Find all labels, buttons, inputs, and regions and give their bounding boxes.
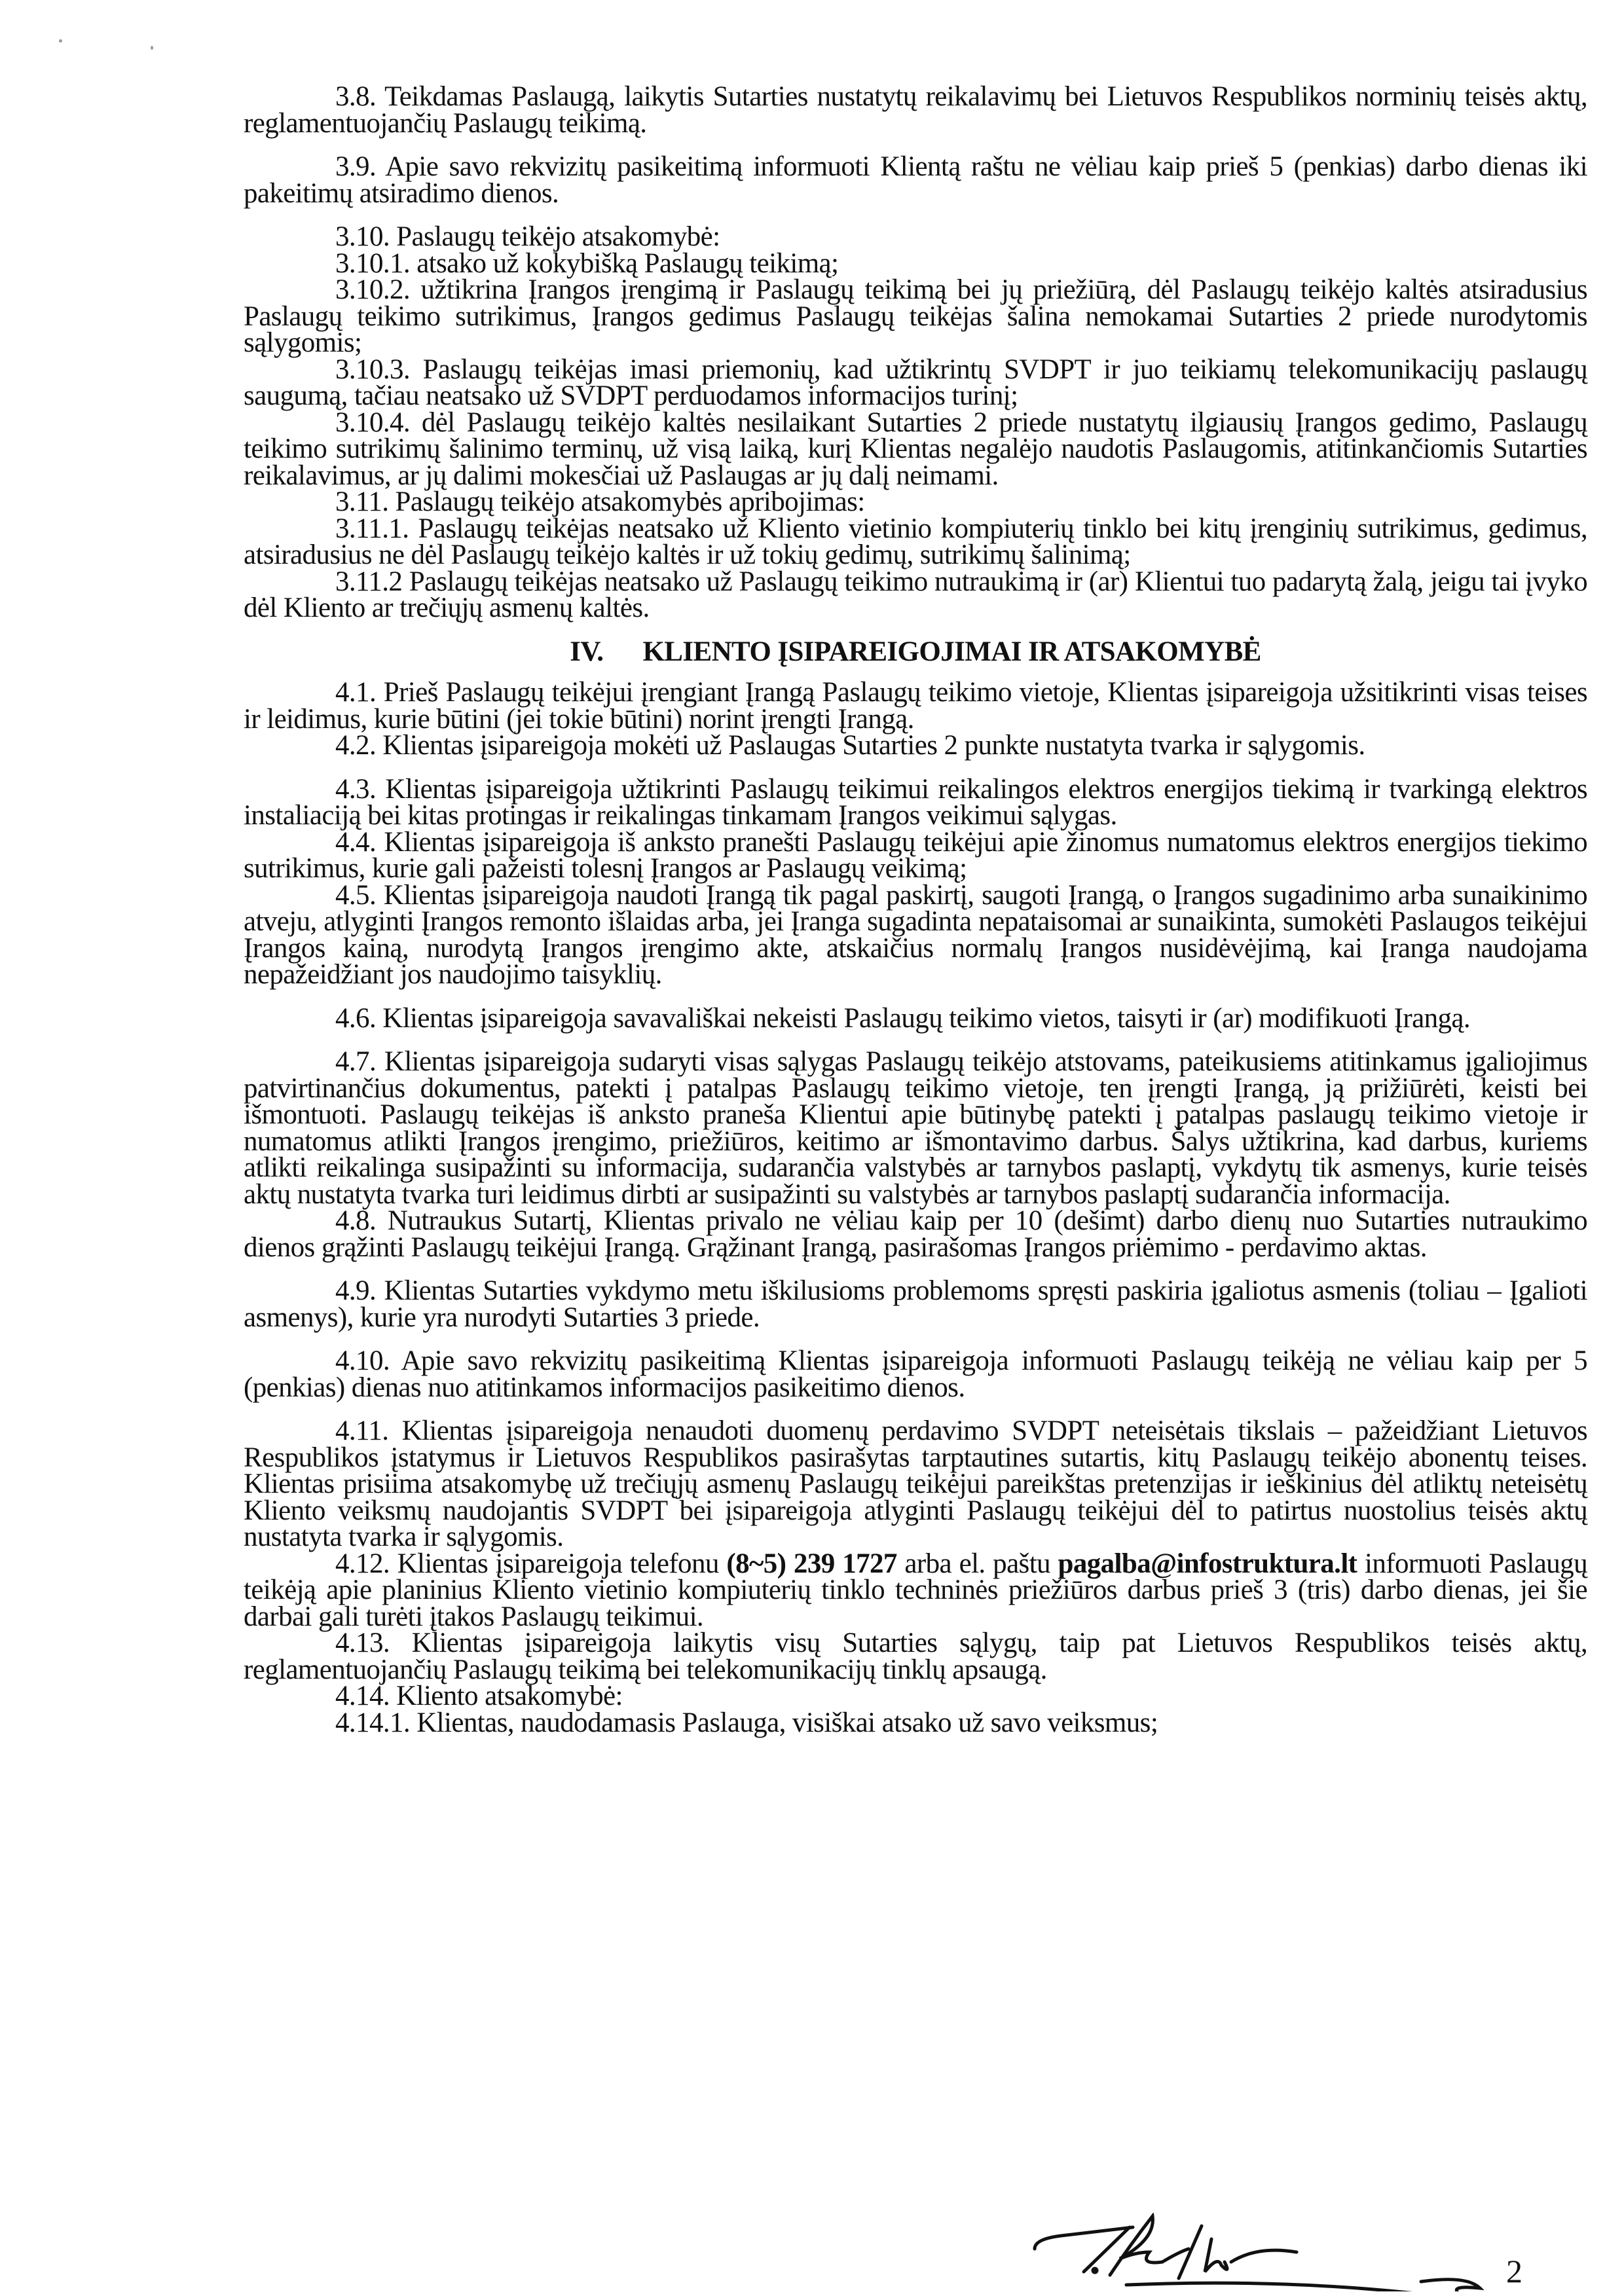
clause-3-11: 3.11. Paslaugų teikėjo atsakomybės apribojimas: [335, 486, 865, 517]
clause-4-7: 4.7. Klientas įsipareigoja sudaryti visas sąlygas Paslaugų teikėjo atstovams, pateikusiems atitinkamus įgaliojimus patvirtinančius dokumentus, patekti į patalpas Paslaugų teikimo vietoje, ten įrengti Įrangą, ją prižiūrėti, keisti bei išmontuoti. Paslaugų teikėjas iš anksto praneša Klientui apie būtinybę patekti į patalpas paslaugų teikimo vietoje ir numatomus atlikti Įrangos įrengimo, priežiūros, keitimo ar išmontavimo darbus. Šalys užtikrina, kad darbus, kuriems atlikti reikalinga susipažinti su informacija, sudarančia valstybės ar tarnybos paslaptį, vykdytų tik asmenys, kurie teisės aktų nustatyta tvarka turi leidimus dirbti ar susipažinti su valstybės ar tarnybos paslaptį sudarančia informacija. [244, 1046, 1587, 1210]
clause-3-11-1: 3.11.1. Paslaugų teikėjas neatsako už Kliento vietinio kompiuterių tinklo bei kitų įrenginių sutrikimus, gedimus, atsiradusius ne dėl Paslaugų teikėjo kaltės ir už tokių gedimų, sutrikimų šalinimą; [244, 513, 1587, 570]
clause-3-8: 3.8. Teikdamas Paslaugą, laikytis Sutarties nustatytų reikalavimų bei Lietuvos Respublikos norminių teisės aktų, reglamentuojančių Paslaugų teikimą. [244, 81, 1587, 139]
clause-3-10-4: 3.10.4. dėl Paslaugų teikėjo kaltės nesilaikant Sutarties 2 priede nustatytų ilgiausių Įrangos gedimo, Paslaugų teikimo sutrikimų šalinimo terminų, už visą laiką, kurį Klientas negalėjo naudotis Paslaugomis, atitinkančiomis Sutarties reikalavimus, ar jų dalimi mokesčiai už Paslaugas ar jų dalį neimami. [244, 407, 1587, 491]
clause-4-4: 4.4. Klientas įsipareigoja iš anksto pranešti Paslaugų teikėjui apie žinomus numatomus elektros energijos tiekimo sutrikimus, kurie gali pažeisti tolesnį Įrangos ar Paslaugų veikimą; [244, 826, 1587, 884]
clause-3-10-2: 3.10.2. užtikrina Įrangos įrengimą ir Paslaugų teikimą bei jų priežiūrą, dėl Paslaugų teikėjo kaltės atsiradusius Paslaugų teikimo sutrikimus, Įrangos gedimus Paslaugų teikėjas šalina nemokamai Sutarties 2 priede nurodytomis sąlygomis; [244, 274, 1587, 358]
clause-4-9: 4.9. Klientas Sutarties vykdymo metu iškilusioms problemoms spręsti paskiria įgaliotus asmenis (toliau – Įgalioti asmenys), kurie yra nurodyti Sutarties 3 priede. [244, 1275, 1587, 1333]
section-number: IV. [570, 636, 604, 667]
section-4-heading [244, 636, 1587, 667]
clause-4-1: 4.1. Prieš Paslaugų teikėjui įrengiant Įrangą Paslaugų teikimo vietoje, Klientas įsipareigoja užsitikrinti visas teises ir leidimus, kurie būtini (jei tokie būtini) norint įrengti Įrangą. [244, 677, 1587, 735]
clause-4-8: 4.8. Nutraukus Sutartį, Klientas privalo ne vėliau kaip per 10 (dešimt) darbo dienų nuo Sutarties nutraukimo dienos grąžinti Paslaugų teikėjui Įrangą. Grąžinant Įrangą, pasirašomas Įrangos priėmimo - perdavimo aktas. [244, 1205, 1587, 1263]
clause-4-11: 4.11. Klientas įsipareigoja nenaudoti duomenų perdavimo SVDPT neteisėtais tikslais – pažeidžiant Lietuvos Respublikos įstatymus ir Lietuvos Respublikos pasirašytas tarptautines sutartis, kitų Paslaugų teikėjo abonentų teises. Klientas prisiima atsakomybę už trečiųjų asmenų Paslaugų teikėjui pareikštas pretenzijas ir ieškinius dėl atliktų neteisėtų Kliento veiksmų naudojantis SVDPT bei įsipareigoja atlyginti Paslaugų teikėjui dėl to patirtus nuostolius teisės aktų nustatyta tvarka ir sąlygomis. [244, 1415, 1587, 1552]
clause-3-10: 3.10. Paslaugų teikėjo atsakomybė: [335, 221, 720, 252]
document-body [244, 81, 1587, 1738]
phone-number: (8~5) 239 1727 [726, 1548, 897, 1579]
text: arba el. paštu [896, 1548, 1058, 1579]
clause-4-13: 4.13. Klientas įsipareigoja laikytis visų Sutarties sąlygų, taip pat Lietuvos Respublikos teisės aktų, reglamentuojančių Paslaugų teikimą bei telekomunikacijų tinklų apsaugą. [244, 1628, 1587, 1685]
text: informuoti Paslaugų teikėją apie planinius Kliento vietinio kompiuterių tinklo techninės priežiūros darbus prieš 3 (tris) darbo dienas, jei šie darbai gali turėti įtakos Paslaugų teikimui. [244, 1548, 1587, 1632]
clause-3-11-2: 3.11.2 Paslaugų teikėjas neatsako už Paslaugų teikimo nutraukimą ir (ar) Klientui tuo padarytą žalą, jeigu tai įvyko dėl Kliento ar trečiųjų asmenų kaltės. [244, 566, 1587, 623]
clause-3-10-1: 3.10.1. atsako už kokybišką Paslaugų teikimą; [335, 247, 839, 279]
clause-4-14-1: 4.14.1. Klientas, naudodamasis Paslauga, visiškai atsako už savo veiksmus; [335, 1707, 1158, 1738]
clause-3-9: 3.9. Apie savo rekvizitų pasikeitimą informuoti Klientą raštu ne vėliau kaip prieš 5 (penkias) darbo dienas iki pakeitimų atsiradimo dienos. [244, 151, 1587, 209]
scan-speck [151, 46, 153, 50]
email-address: pagalba@infostruktura.lt [1058, 1548, 1357, 1579]
handwritten-signature [1022, 2213, 1532, 2291]
text: 4.12. Klientas įsipareigoja telefonu [335, 1548, 727, 1579]
clause-4-14: 4.14. Kliento atsakomybė: [335, 1681, 623, 1711]
clause-4-6: 4.6. Klientas įsipareigoja savavališkai nekeisti Paslaugų teikimo vietos, taisyti ir (ar) modifikuoti Įrangą. [335, 1002, 1471, 1034]
clause-3-10-3: 3.10.3. Paslaugų teikėjas imasi priemonių, kad užtikrintų SVDPT ir juo teikiamų telekomunikacijų paslaugų saugumą, tačiau neatsako už SVDPT perduodamos informacijos turinį; [244, 354, 1587, 411]
clause-4-3: 4.3. Klientas įsipareigoja užtikrinti Paslaugų teikimui reikalingos elektros energijos tiekimą ir tvarkingą elektros instaliaciją bei kitas protingas ir reikalingas tinkamam Įrangos veikimui sąlygas. [244, 773, 1587, 831]
clause-4-12 [244, 1548, 1587, 1632]
section-title: KLIENTO ĮSIPAREIGOJIMAI IR ATSAKOMYBĖ [642, 636, 1261, 667]
clause-4-2: 4.2. Klientas įsipareigoja mokėti už Paslaugas Sutarties 2 punkte nustatyta tvarka ir sąlygomis. [335, 730, 1365, 761]
clause-4-5: 4.5. Klientas įsipareigoja naudoti Įrangą tik pagal paskirtį, saugoti Įrangą, o Įrangos sugadinimo arba sunaikinimo atveju, atlyginti Įrangos remonto išlaidas arba, jei Įranga sugadinta nepataisomai ar sunaikinta, sumokėti Paslaugos teikėjui Įrangos kainą, nurodytą Įrangos įrengimo akte, atskaičius normalų Įrangos nusidėvėjimą, kai Įranga naudojama nepažeidžiant jos naudojimo taisyklių. [244, 879, 1587, 990]
clause-4-10: 4.10. Apie savo rekvizitų pasikeitimą Klientas įsipareigoja informuoti Paslaugų teikėją ne vėliau kaip per 5 (penkias) dienas nuo atitinkamos informacijos pasikeitimo dienos. [244, 1345, 1587, 1403]
page-number: 2 [1506, 2253, 1522, 2289]
scan-speck [59, 39, 62, 43]
